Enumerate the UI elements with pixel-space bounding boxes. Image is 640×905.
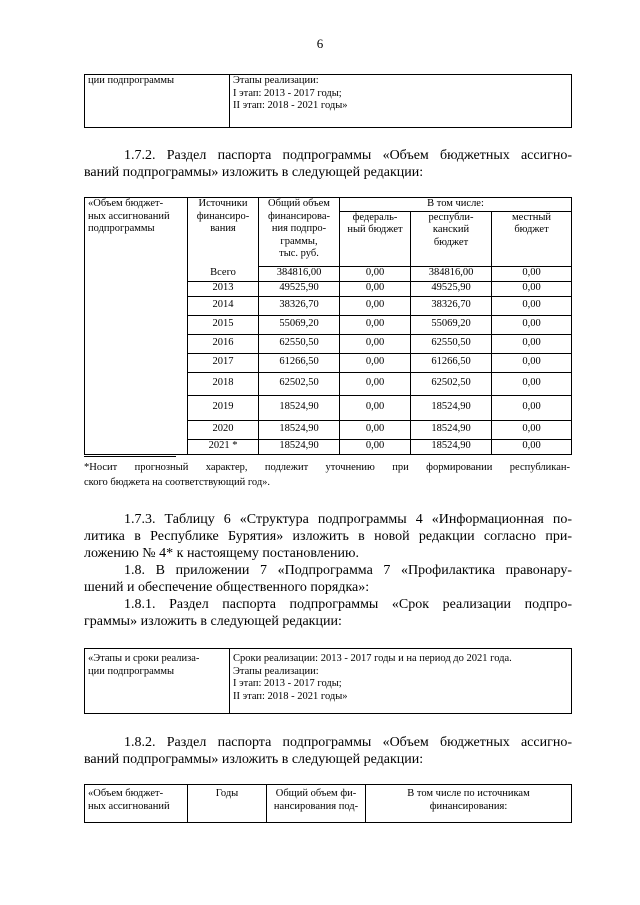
table-row: 2016 62550,50 0,00 62550,50 0,00 — [85, 334, 572, 353]
bottom-label: «Объем бюджет- ных ассигнований — [85, 785, 188, 823]
table-row: 2018 62502,50 0,00 62502,50 0,00 — [85, 372, 572, 395]
header-years: Годы — [188, 785, 267, 823]
paragraph-1-7-2: 1.7.2. Раздел паспорта подпрограммы «Объем бюджетных ассигно- ваний подпрограммы» изложить в следующей редакции: — [84, 148, 572, 180]
page-number: 6 — [316, 36, 324, 51]
table-row: 2020 18524,90 0,00 18524,90 0,00 — [85, 420, 572, 439]
terms-value: Сроки реализации: 2013 - 2017 годы и на период до 2021 года. Этапы реализации: I этап: 2013 - 2017 годы; II этап: 2018 - 2021 годы» — [230, 649, 572, 714]
stages-table-top — [84, 74, 572, 128]
table-row: 2019 18524,90 0,00 18524,90 0,00 — [85, 395, 572, 420]
header-total-2: Общий объем фи- нансирования под- — [267, 785, 366, 823]
paragraph-block: 1.7.3. Таблицу 6 «Структура подпрограммы 4 «Информационная по- литика в Республике Бурятия» изложить в новой редакции согласно при- ложению № 4* к настоящему постановлению. 1.8. В приложении 7 «Подпрограмма 7 «Профилактика правонару- шений и обеспечение общественного порядка»: 1.8.1. Раздел паспорта подпрограммы «Срок реализации подпро- граммы» изложить в следующей редакции: — [84, 512, 572, 629]
table-row: 2021 * 18524,90 0,00 18524,90 0,00 — [85, 439, 572, 454]
header-sources-2: В том числе по источникам финансирования: — [366, 785, 572, 823]
header-local: местный бюджет — [492, 211, 572, 266]
terms-label: «Этапы и сроки реализа- ции подпрограммы — [85, 649, 230, 714]
header-sources: Источники финансиро- вания — [188, 198, 259, 267]
header-total: Общий объем финансирова- ния подпро- граммы, тыс. руб. — [259, 198, 340, 267]
terms-table — [84, 648, 572, 714]
header-federal: федераль- ный бюджет — [340, 211, 411, 266]
budget-table — [84, 197, 572, 455]
footnote-rule — [84, 456, 176, 457]
table-row: 2014 38326,70 0,00 38326,70 0,00 — [85, 296, 572, 315]
table-row: 2013 49525,90 0,00 49525,90 0,00 — [85, 281, 572, 296]
table-row: 2015 55069,20 0,00 55069,20 0,00 — [85, 315, 572, 334]
footnote: *Носит прогнозный характер, подлежит уточнению при формировании республикан- ского бюджета на соответствующий год». — [84, 462, 570, 488]
stages-label: ции подпрограммы — [85, 75, 230, 128]
table-row: Всего 384816,00 0,00 384816,00 0,00 — [85, 266, 572, 281]
table-row: 2017 61266,50 0,00 61266,50 0,00 — [85, 353, 572, 372]
stages-value: Этапы реализации: I этап: 2013 - 2017 годы; II этап: 2018 - 2021 годы» — [230, 75, 572, 128]
budget-label: «Объем бюджет- ных ассигнований подпрограммы — [85, 198, 188, 455]
paragraph-1-8-2: 1.8.2. Раздел паспорта подпрограммы «Объем бюджетных ассигно- ваний подпрограммы» изложить в следующей редакции: — [84, 735, 572, 767]
header-republic: республи- канский бюджет — [411, 211, 492, 266]
budget-table-2 — [84, 784, 572, 823]
header-including: В том числе: — [340, 198, 572, 212]
